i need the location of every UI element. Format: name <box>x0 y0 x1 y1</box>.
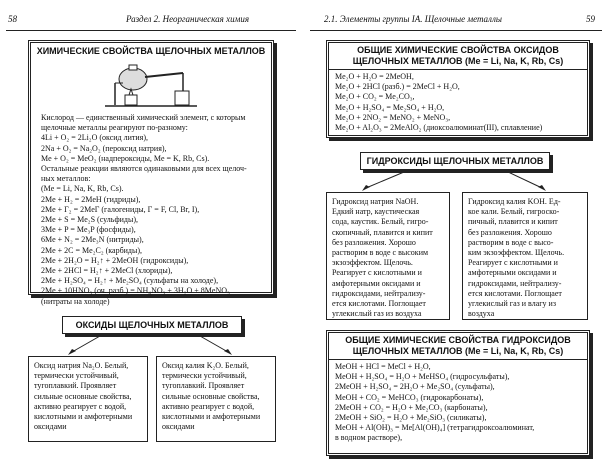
reaction-line: Me + O₂ = MeO₂ (надпероксиды, Me = K, Rb, Cs). <box>41 153 210 163</box>
na2o-line: кислотными и амфотерными <box>34 412 133 422</box>
reaction-line: в водном растворе), <box>335 433 403 443</box>
naoh-line: углекислый газ из воздуха <box>332 309 422 319</box>
box-title-line: ЩЕЛОЧНЫХ МЕТАЛЛОВ (Me = Li, Na, K, Rb, Cs) <box>352 346 564 356</box>
intro-line: щелочные металлы реагируют по-разному: <box>41 123 188 133</box>
na2o-line: Оксид натрия Na₂O. Белый, <box>34 361 129 370</box>
reaction-line: MeOH + CO₂ = MeHCO₃ (гидрокарбонаты), <box>335 392 484 402</box>
koh-line: без разложения. Хорошо <box>468 227 552 237</box>
naoh-line: Гидроксид натрия NaOH. <box>332 197 419 206</box>
chem-props-text <box>41 113 269 307</box>
koh-line: углекислый газ и влагу из <box>468 299 556 309</box>
reaction-line: 2Me + 2HCl = H₂↑ + 2MeCl (хлориды), <box>41 266 173 276</box>
reaction-line: 2Me + 2C = Me₂C₂ (карбиды), <box>41 245 143 255</box>
page-number: 58 <box>8 14 17 24</box>
reaction-line: Me₂O + 2NO₂ = MeNO₂ + MeNO₃, <box>335 112 451 122</box>
koh-line: амфотерными оксидами и <box>468 268 557 278</box>
reaction-line: 4Li + O₂ = 2Li₂O (оксид лития), <box>41 133 149 143</box>
na2o-line: сильные основные свойства, <box>34 391 132 401</box>
oxide-props-text <box>329 69 587 135</box>
reaction-line: 6Me + N₂ = 2Me₃N (нитриды), <box>41 235 144 245</box>
naoh-line: сода, каустик. Белый, гигро- <box>332 217 429 227</box>
na2o-box <box>28 356 148 442</box>
running-head: Раздел 2. Неорганическая химия <box>126 14 250 24</box>
naoh-line: растворим в воде с высоким <box>332 248 429 258</box>
k2o-line: тугоплавкий. Проявляет <box>162 381 245 391</box>
naoh-line: без разложения. Хорошо <box>332 237 416 247</box>
box-title-line: ОБЩИЕ ХИМИЧЕСКИЕ СВОЙСТВА ГИДРОКСИДОВ <box>345 335 571 345</box>
na2o-line: термически устойчивый, <box>34 371 119 381</box>
na2o-line: активно реагирует с водой, <box>34 401 127 411</box>
reaction-line: 3Me + P = Me₃P (фосфиды), <box>41 225 136 235</box>
hydroxides-title: ГИДРОКСИДЫ ЩЕЛОЧНЫХ МЕТАЛЛОВ <box>366 156 544 166</box>
reaction-line: MeOH + HCl = MeCl + H₂O, <box>335 362 431 371</box>
koh-line: растворим в воде с высо- <box>468 237 554 247</box>
naoh-line: Едкий натр, каустическая <box>332 207 420 217</box>
reaction-line: Me₂O + H₂SO₄ = Me₂SO₄ + H₂O, <box>335 102 445 112</box>
k2o-line: активно реагирует с водой, <box>162 401 255 411</box>
reaction-line: Me₂O + H₂O = 2MeOH, <box>335 72 414 81</box>
koh-line: воздуха <box>468 309 495 319</box>
naoh-line: амфотерными оксидами и <box>332 278 421 288</box>
apparatus-illustration <box>101 61 201 109</box>
reaction-line: 2MeOH + H₂SO₄ = 2H₂O + Me₂SO₄ (сульфаты), <box>335 382 495 392</box>
k2o-line: оксидами <box>162 422 195 432</box>
box-title-line: ОБЩИЕ ХИМИЧЕСКИЕ СВОЙСТВА ОКСИДОВ <box>357 45 559 55</box>
k2o-line: сильные основные свойства, <box>162 391 260 401</box>
koh-line: гидроксидами, нейтрализу- <box>468 278 562 288</box>
naoh-line: гидроксидами, нейтрализу- <box>332 288 426 298</box>
na2o-line: тугоплавкий. Проявляет <box>34 381 117 391</box>
reaction-line: 2Na + O₂ = Na₂O₂ (пероксид натрия), <box>41 143 167 153</box>
reaction-line: MeOH + Al(OH)₃ = Me[Al(OH)₄] (тетрагидроксоалюминат, <box>335 423 535 433</box>
text-line: Остальные реакции являются одинаковыми для всех щелоч- <box>41 164 247 174</box>
text-line: (Me = Li, Na, K, Rb, Cs). <box>41 184 124 194</box>
reaction-line: 2Me + H₂SO₄ = H₂↑ + Me₂SO₄ (сульфаты на холоде), <box>41 276 219 286</box>
koh-line: кое кали. Белый, гигроско- <box>468 207 560 217</box>
reaction-line: 2Me + 2H₂O = H₂↑ + 2MeOH (гидроксиды), <box>41 255 189 265</box>
reaction-line: 2MeOH + CO₂ = H₂O + Me₂CO₃ (карбонаты), <box>335 402 488 412</box>
koh-line: пичный, плавится и кипит <box>468 217 558 227</box>
box-title-line: ЩЕЛОЧНЫХ МЕТАЛЛОВ (Me = Li, Na, K, Rb, Cs) <box>352 56 564 66</box>
hydroxides-arrows <box>304 170 608 194</box>
chem-props-box <box>28 40 274 306</box>
naoh-line: скопичный, плавится и кипит <box>332 227 433 237</box>
reaction-line: Me₂O + CO₂ = Me₂CO₃, <box>335 92 415 102</box>
k2o-line: Оксид калия K₂O. Белый, <box>162 361 249 370</box>
naoh-box <box>326 192 450 320</box>
reaction-line: (нитраты на холоде) <box>41 296 110 306</box>
intro-line: Кислород — единственный химический элемент, с которым <box>41 113 246 122</box>
reaction-line: Me₂O + 2HCl (разб.) = 2MeCl + H₂O, <box>335 82 460 92</box>
reaction-line: 2Me + Г₂ = 2MeГ (галогениды, Г = F, Cl, Br, I), <box>41 204 200 214</box>
reaction-line: 2Me + 10HNO₃ (оч. разб.) = NH₄NO₃ + 3H₂O + 8MeNO₃ <box>41 286 230 296</box>
running-head: 2.1. Элементы группы IA. Щелочные металлы <box>324 14 503 24</box>
hydroxide-props-box <box>326 330 590 456</box>
header-rule <box>6 30 296 31</box>
hydroxides-title-box <box>360 152 550 170</box>
k2o-box <box>156 356 276 442</box>
header-rule <box>310 30 602 31</box>
naoh-line: Реагирует с кислотными и <box>332 268 422 278</box>
koh-line: Гидроксид калия KOH. Ед- <box>468 197 561 206</box>
oxide-props-box <box>326 40 590 138</box>
koh-box <box>462 192 588 320</box>
text-line: ных металлов: <box>41 174 91 184</box>
page-number: 59 <box>586 14 595 24</box>
koh-line: ется кислотами. Поглощает <box>468 288 562 298</box>
reaction-line: 2Me + S = Me₂S (сульфиды), <box>41 215 139 225</box>
right-page <box>304 0 608 467</box>
reaction-line: Me₂O + Al₂O₃ = 2MeAlO₂ (диоксоалюминат(III), сплавление) <box>335 123 543 133</box>
reaction-line: 2MeOH + SiO₂ = H₂O + Me₂SiO₃ (силикаты), <box>335 413 487 423</box>
na2o-line: оксидами <box>34 422 67 432</box>
koh-line: Реагирует с кислотными и <box>468 258 558 268</box>
reaction-line: MeOH + H₂SO₄ = H₂O + MeHSO₄ (гидросульфаты), <box>335 372 510 382</box>
box-title: ХИМИЧЕСКИЕ СВОЙСТВА ЩЕЛОЧНЫХ МЕТАЛЛОВ <box>36 46 266 56</box>
oxides-arrows <box>0 334 300 358</box>
k2o-line: кислотными и амфотерными <box>162 412 261 422</box>
naoh-line: экзоэффектом. Щелочь. <box>332 258 413 268</box>
reaction-line: 2Me + H₂ = 2MeH (гидриды), <box>41 194 141 204</box>
koh-line: ким экзоэффектом. Щелочь. <box>468 248 565 258</box>
k2o-line: термически устойчивый, <box>162 371 247 381</box>
left-page <box>0 0 300 467</box>
hydroxide-props-text <box>329 359 587 446</box>
naoh-line: ется кислотами. Поглощает <box>332 299 426 309</box>
oxides-title-box <box>62 316 242 334</box>
oxides-title: ОКСИДЫ ЩЕЛОЧНЫХ МЕТАЛЛОВ <box>75 320 229 330</box>
